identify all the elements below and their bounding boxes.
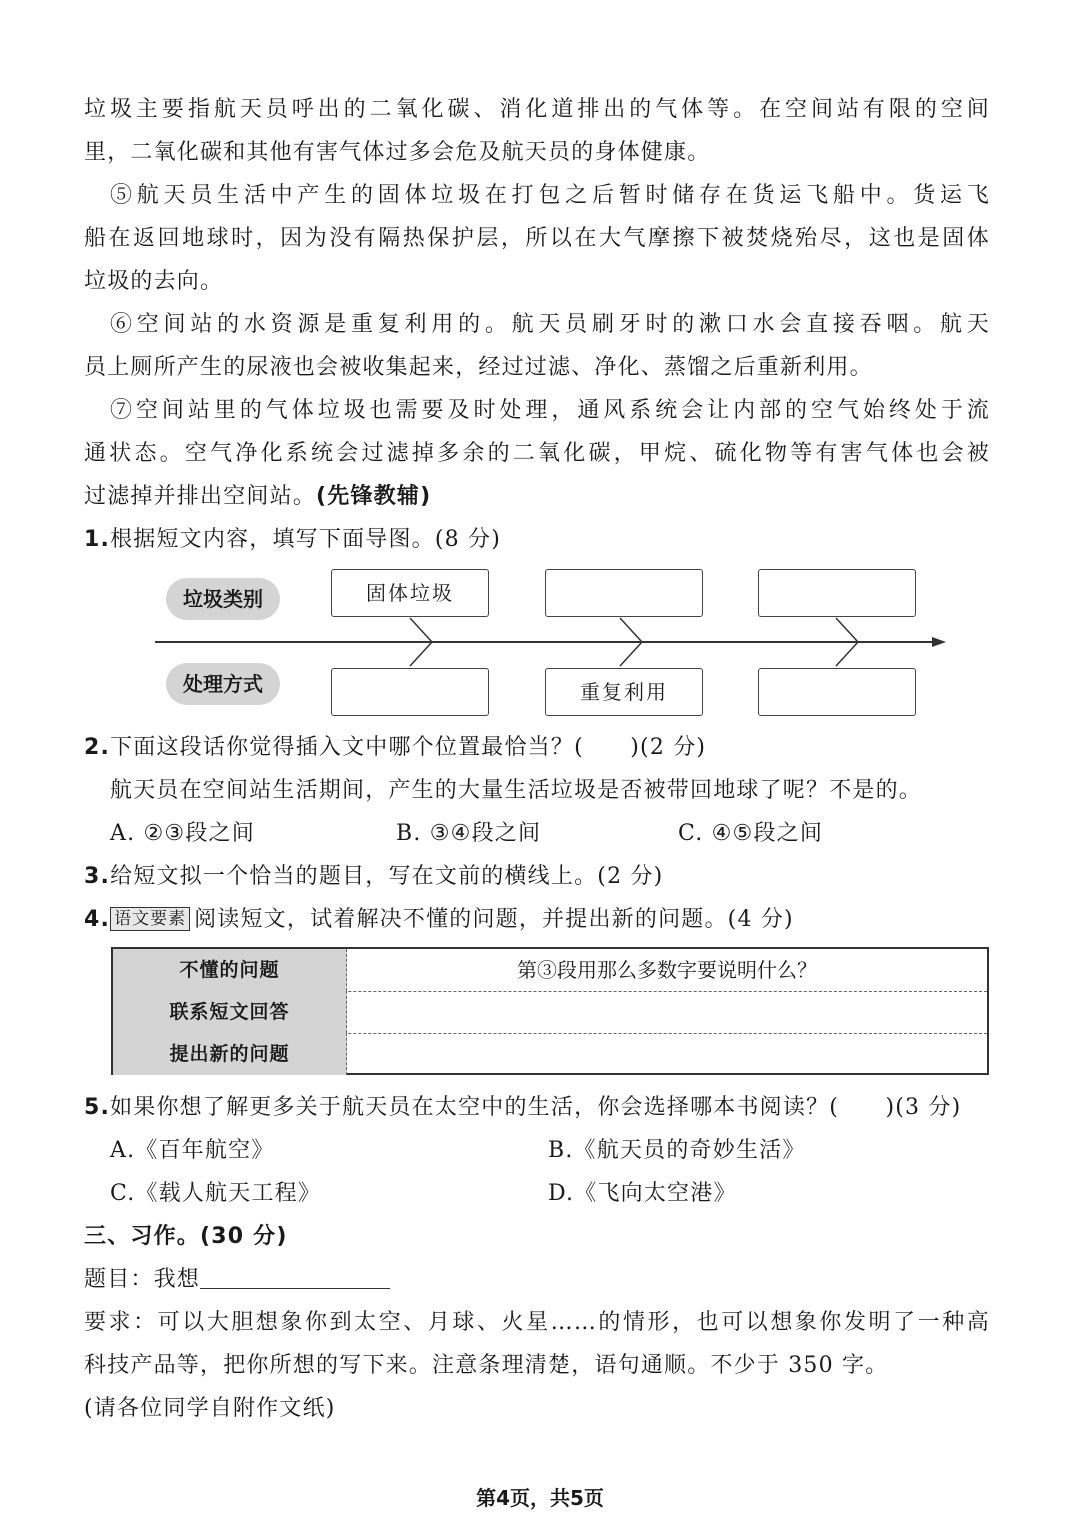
method-label: 处理方式 [166, 663, 280, 705]
category-box-1[interactable]: 固体垃圾 [331, 569, 489, 617]
fishbone-diagram [150, 562, 950, 722]
category-box-3[interactable] [758, 569, 916, 617]
option-b[interactable]: B.《航天员的奇妙生活》 [548, 1138, 806, 1163]
category-box-2[interactable] [545, 569, 703, 617]
essay-topic [84, 1266, 390, 1294]
answer-field[interactable] [347, 1033, 987, 1075]
category-label: 垃圾类别 [166, 578, 280, 620]
question-5 [84, 1094, 961, 1122]
question-table [111, 947, 989, 1075]
source-note: (先锋教辅) [316, 484, 432, 509]
question-number: 3. [84, 864, 111, 889]
answer-field[interactable] [347, 991, 987, 1033]
topic-blank[interactable] [200, 1268, 390, 1289]
question-2 [84, 734, 706, 762]
paragraph-7-text: 过滤掉并排出空间站。 [84, 484, 317, 509]
question-3 [84, 863, 663, 891]
question-text: 给短文拟一个恰当的题目，写在文前的横线上。(2 分) [110, 864, 664, 889]
paragraph-7-line [84, 483, 431, 511]
question-text: 根据短文内容，填写下面导图。(8 分) [110, 527, 502, 552]
requirement-line: 要求：可以大胆想象你到太空、月球、火星……的情形，也可以想象你发明了一种高 [84, 1310, 990, 1335]
option-c[interactable]: C. ④⑤段之间 [678, 821, 824, 846]
method-box-3[interactable] [758, 668, 916, 716]
table-row-header: 联系短文回答 [113, 991, 347, 1033]
method-box-1[interactable] [331, 668, 489, 716]
table-row-value: 第③段用那么多数字要说明什么？ [517, 958, 817, 982]
paragraph-5-line: ⑤航天员生活中产生的固体垃圾在打包之后暂时储存在货运飞船中。货运飞 [110, 183, 990, 208]
paragraph-7-line: 通状态。空气净化系统会过滤掉多余的二氧化碳，甲烷、硫化物等有害气体也会被 [84, 441, 990, 466]
question-text: 阅读短文，试着解决不懂的问题，并提出新的问题。(4 分) [194, 907, 794, 932]
option-a[interactable]: A.《百年航空》 [110, 1138, 275, 1163]
topic-label: 题目：我想 [84, 1267, 201, 1292]
table-row-header: 不懂的问题 [113, 949, 347, 991]
table-row [113, 1033, 987, 1075]
question-text: 如果你想了解更多关于航天员在太空中的生活，你会选择哪本书阅读？( )(3 分) [110, 1095, 962, 1120]
paragraph-6-line: 员上厕所产生的尿液也会被收集起来，经过过滤、净化、蒸馏之后重新利用。 [84, 355, 873, 380]
page-number: 第4页，共5页 [476, 1486, 604, 1510]
option-d[interactable]: D.《飞向太空港》 [548, 1181, 737, 1206]
requirement-line: 科技产品等，把你所想的写下来。注意条理清楚，语句通顺。不少于 350 字。 [84, 1353, 889, 1378]
question-2-quote: 航天员在空间站生活期间，产生的大量生活垃圾是否被带回地球了呢？不是的。 [110, 778, 923, 803]
option-b[interactable]: B. ③④段之间 [396, 821, 542, 846]
method-box-2[interactable]: 重复利用 [545, 668, 703, 716]
table-row [113, 991, 987, 1033]
question-number: 1. [84, 527, 111, 552]
question-number: 2. [84, 735, 111, 760]
option-a[interactable]: A. ②③段之间 [110, 821, 255, 846]
question-number: 4. [84, 907, 111, 932]
essay-note: (请各位同学自附作文纸) [84, 1396, 336, 1421]
table-row [113, 949, 987, 991]
paragraph-6-line: ⑥空间站的水资源是重复利用的。航天员刷牙时的漱口水会直接吞咽。航天 [110, 312, 990, 337]
question-1 [84, 526, 501, 554]
question-4 [84, 906, 794, 934]
table-row-header: 提出新的问题 [113, 1033, 347, 1075]
option-c[interactable]: C.《载人航天工程》 [110, 1181, 322, 1206]
passage-line: 里，二氧化碳和其他有害气体过多会危及航天员的身体健康。 [84, 140, 711, 165]
paragraph-7-line: ⑦空间站里的气体垃圾也需要及时处理，通风系统会让内部的空气始终处于流 [110, 398, 990, 423]
section-title: 三、习作。(30 分) [84, 1224, 288, 1249]
passage-line: 垃圾主要指航天员呼出的二氧化碳、消化道排出的气体等。在空间站有限的空间 [84, 97, 990, 122]
paragraph-5-line: 垃圾的去向。 [84, 269, 224, 294]
skill-tag: 语文要素 [110, 907, 190, 931]
question-text: 下面这段话你觉得插入文中哪个位置最恰当？( )(2 分) [110, 735, 707, 760]
paragraph-5-line: 船在返回地球时，因为没有隔热保护层，所以在大气摩擦下被焚烧殆尽，这也是固体 [84, 226, 990, 251]
question-number: 5. [84, 1095, 111, 1120]
